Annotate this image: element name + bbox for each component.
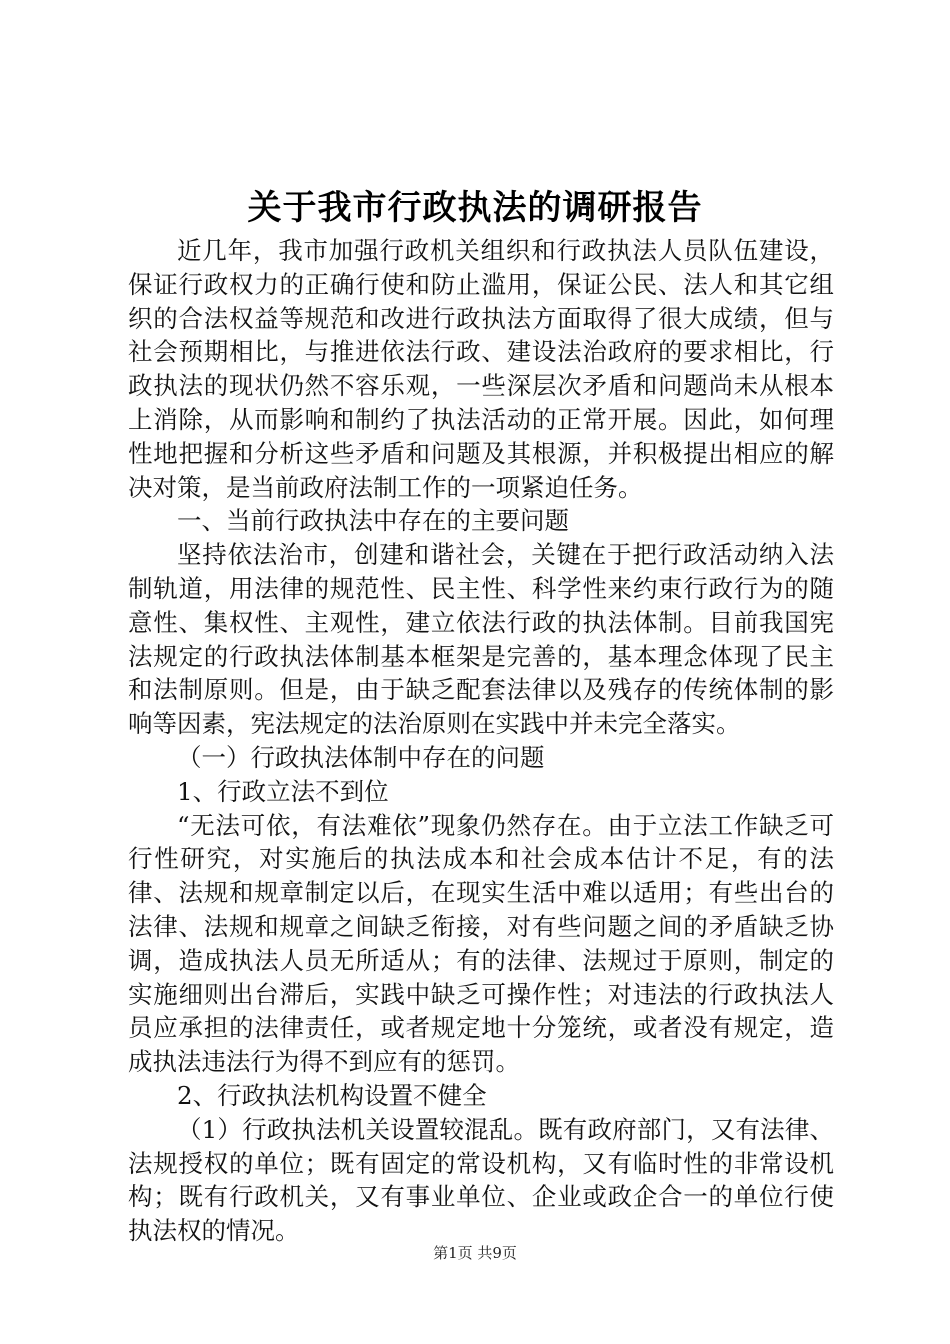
paragraph-item-2-1: （1）行政执法机关设置较混乱。既有政府部门，又有法律、法规授权的单位；既有固定的常设机构，又有临时性的非常设机构；既有行政机关，又有事业单位、企业或政企合一的单位行使执法权的情况。 (128, 1114, 834, 1246)
paragraph-item-1: “无法可依，有法难依”现象仍然存在。由于立法工作缺乏可行性研究，对实施后的执法成本和社会成本估计不足，有的法律、法规和规章制定以后，在现实生活中难以适用；有些出台的法律、法规和规章之间缺乏衔接，对有些问题之间的矛盾缺乏协调，造成执法人员无所适从；有的法律、法规过于原则，制定的实施细则出台滞后，实践中缺乏可操作性；对违法的行政执法人员应承担的法律责任，或者规定地十分笼统，或者没有规定，造成执法违法行为得不到应有的惩罚。 (128, 810, 834, 1077)
item-heading-1: 1、行政立法不到位 (177, 776, 389, 806)
page-footer: 第1页 共9页 (433, 1244, 517, 1262)
document-title: 关于我市行政执法的调研报告 (247, 188, 703, 228)
section-heading-1: 一、当前行政执法中存在的主要问题 (177, 506, 569, 536)
paragraph-section-1: 坚持依法治市，创建和谐社会，关键在于把行政活动纳入法制轨道，用法律的规范性、民主性、科学性来约束行政行为的随意性、集权性、主观性，建立依法行政的执法体制。目前我国宪法规定的行政执法体制基本框架是完善的，基本理念体现了民主和法制原则。但是，由于缺乏配套法律以及残存的传统体制的影响等因素，宪法规定的法治原则在实践中并未完全落实。 (128, 540, 834, 739)
paragraph-intro: 近几年，我市加强行政机关组织和行政执法人员队伍建设，保证行政权力的正确行使和防止滥用，保证公民、法人和其它组织的合法权益等规范和改进行政执法方面取得了很大成绩，但与社会预期相比，与推进依法行政、建设法治政府的要求相比，行政执法的现状仍然不容乐观，一些深层次矛盾和问题尚未从根本上消除，从而影响和制约了执法活动的正常开展。因此，如何理性地把握和分析这些矛盾和问题及其根源，并积极提出相应的解决对策，是当前政府法制工作的一项紧迫任务。 (128, 236, 834, 502)
item-heading-2: 2、行政执法机构设置不健全 (177, 1080, 487, 1110)
document-body (128, 234, 834, 1248)
subsection-heading-1: （一）行政执法体制中存在的问题 (177, 742, 545, 772)
